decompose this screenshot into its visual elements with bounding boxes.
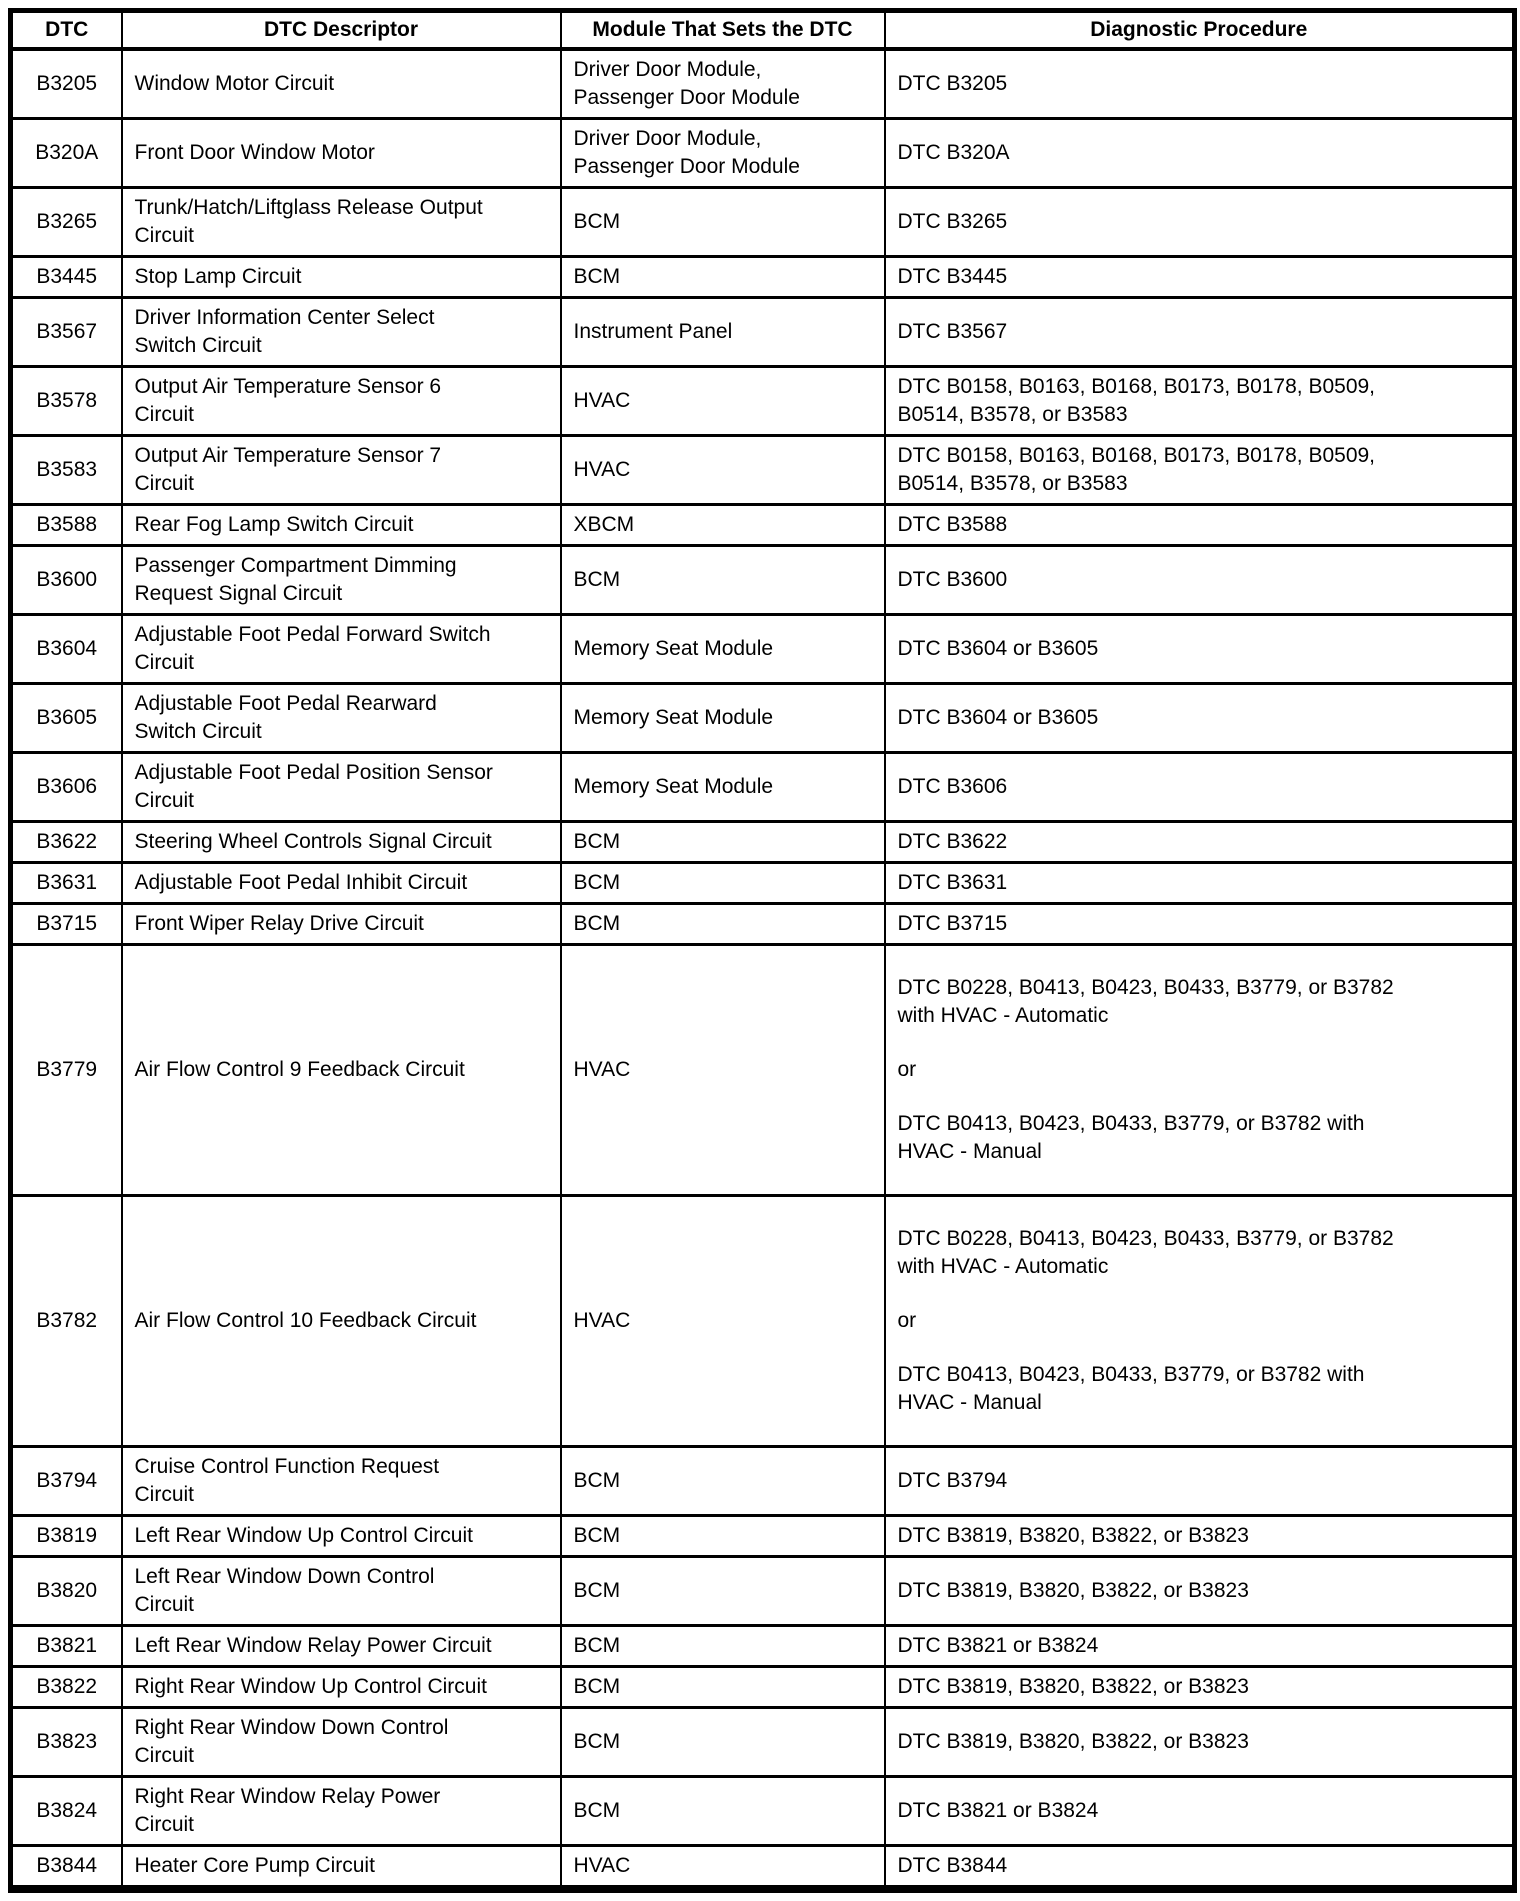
table-row (11, 1846, 1515, 1890)
diagnostic-procedure-cell (885, 257, 1515, 298)
module-cell: Driver Door Module, Passenger Door Module (561, 49, 885, 119)
procedure-paragraph: DTC B0413, B0423, B0433, B3779, or B3782 with HVAC - Manual (897, 1112, 1365, 1163)
diagnostic-procedure-cell (885, 615, 1515, 684)
dtc-descriptor-cell: Window Motor Circuit (122, 49, 561, 119)
dtc-code-cell: B3821 (11, 1626, 122, 1667)
table-row (11, 1196, 1515, 1447)
procedure-paragraph: DTC B3844 (897, 1854, 1008, 1877)
procedure-paragraph: DTC B3819, B3820, B3822, or B3823 (897, 1524, 1249, 1547)
procedure-paragraph: DTC B3819, B3820, B3822, or B3823 (897, 1675, 1249, 1698)
dtc-code-cell: B3823 (11, 1708, 122, 1777)
table-row (11, 1516, 1515, 1557)
module-cell: BCM (561, 1557, 885, 1626)
dtc-descriptor-cell: Steering Wheel Controls Signal Circuit (122, 822, 561, 863)
table-row (11, 1557, 1515, 1626)
table-row (11, 1708, 1515, 1777)
table-body (11, 49, 1515, 1889)
diagnostic-procedure-cell (885, 904, 1515, 945)
table-row (11, 945, 1515, 1196)
module-cell: Memory Seat Module (561, 753, 885, 822)
dtc-descriptor-cell: Air Flow Control 10 Feedback Circuit (122, 1196, 561, 1447)
dtc-code-cell: B3606 (11, 753, 122, 822)
table-row (11, 298, 1515, 367)
module-cell: Memory Seat Module (561, 615, 885, 684)
procedure-paragraph: DTC B3794 (897, 1469, 1008, 1492)
table-row (11, 49, 1515, 119)
module-cell: BCM (561, 188, 885, 257)
module-cell: BCM (561, 1447, 885, 1516)
procedure-paragraph: or (897, 1058, 917, 1081)
procedure-paragraph: DTC B3631 (897, 871, 1008, 894)
dtc-descriptor-cell: Adjustable Foot Pedal Position Sensor Circuit (122, 753, 561, 822)
table-row (11, 1667, 1515, 1708)
procedure-paragraph: DTC B3622 (897, 830, 1008, 853)
dtc-descriptor-cell: Driver Information Center Select Switch Circuit (122, 298, 561, 367)
procedure-paragraph: DTC B3265 (897, 210, 1008, 233)
dtc-descriptor-cell: Rear Fog Lamp Switch Circuit (122, 505, 561, 546)
header-dtc-descriptor: DTC Descriptor (122, 11, 561, 50)
dtc-code-cell: B3578 (11, 367, 122, 436)
module-cell: BCM (561, 863, 885, 904)
procedure-paragraph: or (897, 1309, 917, 1332)
dtc-descriptor-cell: Adjustable Foot Pedal Forward Switch Circuit (122, 615, 561, 684)
procedure-paragraph: DTC B0158, B0163, B0168, B0173, B0178, B0509, B0514, B3578, or B3583 (897, 444, 1376, 495)
table-row (11, 257, 1515, 298)
diagnostic-procedure-cell (885, 505, 1515, 546)
dtc-descriptor-cell: Right Rear Window Relay Power Circuit (122, 1777, 561, 1846)
diagnostic-procedure-cell (885, 1196, 1515, 1447)
dtc-code-cell: B3794 (11, 1447, 122, 1516)
module-cell: BCM (561, 257, 885, 298)
module-cell: Memory Seat Module (561, 684, 885, 753)
procedure-paragraph: DTC B3567 (897, 320, 1008, 343)
module-cell: BCM (561, 1777, 885, 1846)
diagnostic-procedure-cell (885, 546, 1515, 615)
dtc-descriptor-cell: Front Door Window Motor (122, 119, 561, 188)
dtc-descriptor-cell: Right Rear Window Up Control Circuit (122, 1667, 561, 1708)
dtc-descriptor-cell: Left Rear Window Up Control Circuit (122, 1516, 561, 1557)
table-row (11, 1626, 1515, 1667)
dtc-code-cell: B3631 (11, 863, 122, 904)
procedure-paragraph: DTC B3819, B3820, B3822, or B3823 (897, 1579, 1249, 1602)
module-cell: HVAC (561, 945, 885, 1196)
dtc-code-cell: B3820 (11, 1557, 122, 1626)
procedure-paragraph: DTC B320A (897, 141, 1010, 164)
dtc-descriptor-cell: Left Rear Window Relay Power Circuit (122, 1626, 561, 1667)
module-cell: HVAC (561, 1846, 885, 1890)
diagnostic-procedure-cell (885, 1667, 1515, 1708)
diagnostic-procedure-cell (885, 1626, 1515, 1667)
module-cell: BCM (561, 822, 885, 863)
dtc-code-cell: B3583 (11, 436, 122, 505)
module-cell: BCM (561, 1667, 885, 1708)
table-row (11, 753, 1515, 822)
dtc-descriptor-cell: Left Rear Window Down Control Circuit (122, 1557, 561, 1626)
dtc-code-cell: B3605 (11, 684, 122, 753)
header-diagnostic-procedure: Diagnostic Procedure (885, 11, 1515, 50)
dtc-code-cell: B3715 (11, 904, 122, 945)
module-cell: HVAC (561, 436, 885, 505)
dtc-descriptor-cell: Cruise Control Function Request Circuit (122, 1447, 561, 1516)
dtc-code-cell: B3822 (11, 1667, 122, 1708)
procedure-paragraph: DTC B0413, B0423, B0433, B3779, or B3782 with HVAC - Manual (897, 1363, 1365, 1414)
procedure-paragraph: DTC B3715 (897, 912, 1008, 935)
header-module: Module That Sets the DTC (561, 11, 885, 50)
module-cell: Instrument Panel (561, 298, 885, 367)
module-cell: HVAC (561, 1196, 885, 1447)
dtc-code-cell: B3265 (11, 188, 122, 257)
table-row (11, 436, 1515, 505)
diagnostic-procedure-cell (885, 49, 1515, 119)
dtc-code-cell: B3824 (11, 1777, 122, 1846)
dtc-descriptor-cell: Adjustable Foot Pedal Rearward Switch Circuit (122, 684, 561, 753)
dtc-descriptor-cell: Front Wiper Relay Drive Circuit (122, 904, 561, 945)
dtc-descriptor-cell: Trunk/Hatch/Liftglass Release Output Circuit (122, 188, 561, 257)
dtc-code-cell: B3445 (11, 257, 122, 298)
procedure-paragraph: DTC B3445 (897, 265, 1008, 288)
module-cell: Driver Door Module, Passenger Door Module (561, 119, 885, 188)
procedure-paragraph: DTC B3604 or B3605 (897, 637, 1099, 660)
procedure-paragraph: DTC B0228, B0413, B0423, B0433, B3779, or B3782 with HVAC - Automatic (897, 1227, 1394, 1278)
dtc-code-cell: B3604 (11, 615, 122, 684)
dtc-descriptor-cell: Stop Lamp Circuit (122, 257, 561, 298)
table-row (11, 1777, 1515, 1846)
procedure-paragraph: DTC B3606 (897, 775, 1008, 798)
diagnostic-procedure-cell (885, 1777, 1515, 1846)
table-row (11, 822, 1515, 863)
diagnostic-procedure-cell (885, 822, 1515, 863)
diagnostic-procedure-cell (885, 298, 1515, 367)
header-dtc: DTC (11, 11, 122, 50)
dtc-descriptor-cell: Heater Core Pump Circuit (122, 1846, 561, 1890)
module-cell: BCM (561, 904, 885, 945)
procedure-paragraph: DTC B3819, B3820, B3822, or B3823 (897, 1730, 1249, 1753)
dtc-descriptor-cell: Right Rear Window Down Control Circuit (122, 1708, 561, 1777)
dtc-code-cell: B3782 (11, 1196, 122, 1447)
table-row (11, 367, 1515, 436)
procedure-paragraph: DTC B3600 (897, 568, 1008, 591)
dtc-code-cell: B320A (11, 119, 122, 188)
dtc-descriptor-cell: Adjustable Foot Pedal Inhibit Circuit (122, 863, 561, 904)
module-cell: BCM (561, 1516, 885, 1557)
dtc-code-cell: B3819 (11, 1516, 122, 1557)
table-row (11, 904, 1515, 945)
table-row (11, 546, 1515, 615)
dtc-code-cell: B3622 (11, 822, 122, 863)
diagnostic-procedure-cell (885, 1846, 1515, 1890)
module-cell: BCM (561, 546, 885, 615)
dtc-descriptor-cell: Air Flow Control 9 Feedback Circuit (122, 945, 561, 1196)
table-row (11, 188, 1515, 257)
procedure-paragraph: DTC B3588 (897, 513, 1008, 536)
table-header (11, 11, 1515, 50)
table-row (11, 505, 1515, 546)
dtc-descriptor-cell: Output Air Temperature Sensor 7 Circuit (122, 436, 561, 505)
procedure-paragraph: DTC B3604 or B3605 (897, 706, 1099, 729)
procedure-paragraph: DTC B3205 (897, 72, 1008, 95)
diagnostic-procedure-cell (885, 753, 1515, 822)
table-row (11, 1447, 1515, 1516)
module-cell: BCM (561, 1708, 885, 1777)
procedure-paragraph: DTC B0228, B0413, B0423, B0433, B3779, or B3782 with HVAC - Automatic (897, 976, 1394, 1027)
dtc-descriptor-cell: Output Air Temperature Sensor 6 Circuit (122, 367, 561, 436)
dtc-code-cell: B3205 (11, 49, 122, 119)
dtc-code-cell: B3600 (11, 546, 122, 615)
module-cell: BCM (561, 1626, 885, 1667)
table-row (11, 684, 1515, 753)
diagnostic-procedure-cell (885, 945, 1515, 1196)
diagnostic-procedure-cell (885, 863, 1515, 904)
diagnostic-procedure-cell (885, 684, 1515, 753)
diagnostic-procedure-cell (885, 1708, 1515, 1777)
module-cell: HVAC (561, 367, 885, 436)
module-cell: XBCM (561, 505, 885, 546)
diagnostic-procedure-cell (885, 1447, 1515, 1516)
table-row (11, 863, 1515, 904)
table-row (11, 615, 1515, 684)
dtc-code-cell: B3844 (11, 1846, 122, 1890)
procedure-paragraph: DTC B3821 or B3824 (897, 1634, 1099, 1657)
diagnostic-procedure-cell (885, 436, 1515, 505)
procedure-paragraph: DTC B0158, B0163, B0168, B0173, B0178, B0509, B0514, B3578, or B3583 (897, 375, 1376, 426)
dtc-code-cell: B3779 (11, 945, 122, 1196)
dtc-code-cell: B3588 (11, 505, 122, 546)
dtc-descriptor-cell: Passenger Compartment Dimming Request Signal Circuit (122, 546, 561, 615)
diagnostic-procedure-cell (885, 367, 1515, 436)
procedure-paragraph: DTC B3821 or B3824 (897, 1799, 1099, 1822)
diagnostic-procedure-cell (885, 1557, 1515, 1626)
table-header-row (11, 11, 1515, 50)
table-row (11, 119, 1515, 188)
diagnostic-procedure-cell (885, 119, 1515, 188)
dtc-table (8, 8, 1517, 1893)
dtc-code-cell: B3567 (11, 298, 122, 367)
diagnostic-procedure-cell (885, 188, 1515, 257)
diagnostic-procedure-cell (885, 1516, 1515, 1557)
